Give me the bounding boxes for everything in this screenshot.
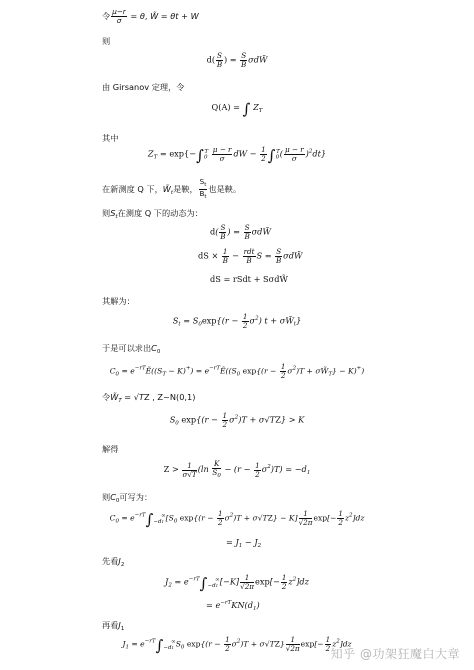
equation-dyn2: dS × $\frac{1}{B}$ − $\frac{\text{rdt}}{B}$ S = $\frac{S}{B}$ σdW̃ xyxy=(198,247,303,265)
equation-J2b: = $e^{-rT}KN(d_1)$ xyxy=(206,600,260,612)
text-measure-Q: 在新测度 Q 下，$W̃_t$是鞅， $\frac{S_t}{B_t}$ 也是鞅。 xyxy=(102,177,242,200)
intro-line: 令 $\frac{\mu-r}{\sigma}$ = θ, W̃ = θt + W xyxy=(102,7,199,25)
equation-C0-J: = $J_1 - J_2$ xyxy=(226,537,262,549)
text-girsanov: 由 Girsanov 定理，令 xyxy=(102,82,185,92)
text-let-WT: 令$W̃_T = √TZ$ , Z~N(0,1) xyxy=(102,392,196,404)
equation-dyn1: d( $\frac{S}{B}$ ) = $\frac{S}{B}$ σdW̃ xyxy=(210,223,271,241)
equation-J1: $J_1 = e^{-rT}\int_{-d1}^\infty S_0$ exp{(r − $\frac{1}{2}$ $\sigma^2)T + \sigma√TZ$} $\frac{1}{√2\pi}$ exp[− $\frac{1}{2}$ $z^2]dz$ xyxy=(122,635,352,655)
equation-dSB: d( $\frac{S}{B}$ ) = $\frac{S}{B}$ σdW̃ xyxy=(206,51,268,69)
equation-C0: $C_0$ = $e^{-rT}Ẽ((S_T - K)^+)$ = $e^{-rT}Ẽ((S_0$ exp{(r − $\frac{1}{2}$ $\sigma^2)T$ + $\sigma W̃_T\} - K)^+$) xyxy=(109,362,365,380)
equation-dyn3: dS = rSdt + SσdW̃ xyxy=(210,274,288,284)
text-ze: 则 xyxy=(102,36,111,46)
equation-C0-integral: $C_0 = e^{-rT}\int_{-d1}^\infty[S_0$ exp{(r − $\frac{1}{2}$ $\sigma^2)T + \sigma√TZ\} - K$] $\frac{1}{√2\pi}$ exp[− $\frac{1}{2}$ $z^2]dz$ xyxy=(109,509,365,529)
watermark: 知乎 @功架狂魔白大章 xyxy=(330,647,460,661)
text-C0-written: 则$C_0$可写为： xyxy=(102,492,153,504)
text-qizhong: 其中 xyxy=(102,133,119,143)
equation-QA: Q(A) = ∫ $Z_T$ xyxy=(211,100,263,118)
text-look-J1: 再看$J_1$ xyxy=(102,620,125,632)
text-C0: 于是可以求出$C_0$ xyxy=(102,343,161,355)
text-look-J2: 先看$J_2$ xyxy=(102,556,125,568)
equation-ZT: $Z_T = \exp\{-\int_0^T$ $\frac{\mu - r}{\sigma}$ dW − $\frac{1}{2}$ $\int_0^T$( $\frac{\mu - r}{\sigma}$ )$^2$dt} xyxy=(147,145,327,165)
text-dynamics: 则$S_t$在测度 Q 下的动态为： xyxy=(102,208,203,220)
equation-Z: Z > $\frac{1}{\sigma√T}$ (ln $\frac{K}{S_0}$ − (r − $\frac{1}{2}$ $\sigma^2)T) = -d_1$ xyxy=(163,459,311,479)
equation-St: $S_t = S_0\exp\{(r$ − $\frac{1}{2}$ $\sigma^2$) $t + \sigma W̃_t$} xyxy=(172,312,302,330)
text-jiede: 解得 xyxy=(102,444,119,454)
equation-J2: $J_2 = e^{-rT}\int_{-d1}^\infty[-K]$ $\frac{1}{√2\pi}$ exp[− $\frac{1}{2}$ $z^2]dz$ xyxy=(165,573,309,593)
text-solution: 其解为： xyxy=(102,296,135,306)
equation-inequality: $S_0$ exp{(r − $\frac{1}{2}$ $\sigma^2)T + \sigma√TZ\} > K$ xyxy=(169,411,305,429)
